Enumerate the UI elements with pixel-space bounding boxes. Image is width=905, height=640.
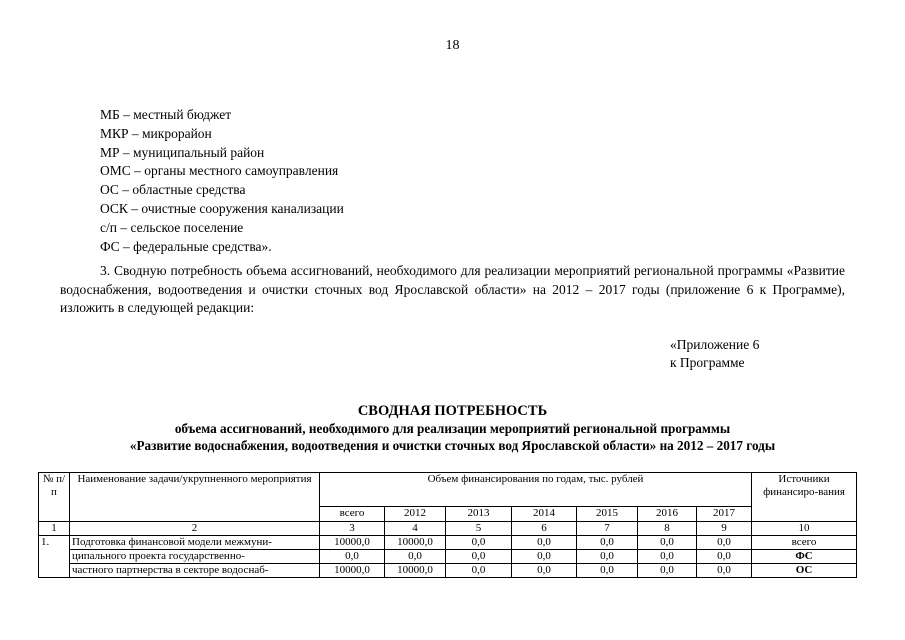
subheader-year: 2012	[385, 507, 446, 522]
column-number: 5	[446, 522, 512, 536]
financing-table	[38, 472, 857, 578]
subheader-year: 2016	[638, 507, 697, 522]
table-cell: 10000,0	[385, 564, 446, 578]
row-name-line: ципального проекта государственно-	[70, 550, 320, 564]
table-cell: 0,0	[638, 564, 697, 578]
subheader-year: 2017	[697, 507, 752, 522]
table-heading	[0, 403, 905, 454]
source-cell: ОС	[752, 564, 857, 578]
table-cell: 0,0	[577, 536, 638, 550]
table-cell: 0,0	[385, 550, 446, 564]
appendix-reference	[670, 336, 759, 371]
table-cell: 0,0	[320, 550, 385, 564]
appendix-line: «Приложение 6	[670, 337, 760, 352]
table-cell: 10000,0	[320, 564, 385, 578]
abbreviation-item: МБ – местный бюджет	[100, 107, 232, 122]
column-number: 10	[752, 522, 857, 536]
abbreviation-item: МР – муниципальный район	[100, 144, 265, 160]
table-cell: 0,0	[577, 550, 638, 564]
heading-title: СВОДНАЯ ПОТРЕБНОСТЬ	[357, 403, 548, 419]
table-cell: 0,0	[446, 550, 512, 564]
subheader-year: 2015	[577, 507, 638, 522]
header-volume: Объем финансирования по годам, тыс. рублей	[320, 473, 752, 507]
table-cell: 10000,0	[385, 536, 446, 550]
table-cell: 10000,0	[320, 536, 385, 550]
abbreviation-item: ОМС – органы местного самоуправления	[100, 163, 339, 179]
subheader-total: всего	[320, 507, 385, 522]
table-cell: 0,0	[697, 564, 752, 578]
body-paragraph: 3. Сводную потребность объема ассигнований, необходимого для реализации мероприятий региональной программы «Развитие водоснабжения, водоотведения и очистки сточных вод Ярославской области» на 2012 – 2017 годы (приложение 6 к Программе), изложить в следующей редакции:	[60, 263, 845, 315]
heading-subtitle: объема ассигнований, необходимого для реализации мероприятий региональной программы	[174, 421, 731, 436]
source-cell: ФС	[752, 550, 857, 564]
abbreviation-item: с/п – сельское поселение	[100, 219, 244, 235]
table-cell: 0,0	[638, 536, 697, 550]
heading-subtitle: «Развитие водоснабжения, водоотведения и очистки сточных вод Ярославской области» на 2012 – 2017 годы	[129, 438, 776, 453]
abbreviation-item: МКР – микрорайон	[100, 125, 212, 141]
table-cell: 0,0	[697, 550, 752, 564]
table-cell: 0,0	[638, 550, 697, 564]
column-number: 1	[39, 522, 70, 536]
table-cell: 0,0	[577, 564, 638, 578]
column-number: 7	[577, 522, 638, 536]
table-cell: 0,0	[512, 550, 577, 564]
row-number: 1.	[39, 536, 70, 578]
row-name-line: Подготовка финансовой модели межмуни-	[70, 536, 320, 550]
appendix-line: к Программе	[670, 354, 745, 370]
header-name: Наименование задачи/укрупненного мероприятия	[70, 473, 320, 522]
column-number: 6	[512, 522, 577, 536]
subheader-year: 2014	[512, 507, 577, 522]
abbreviation-list	[100, 106, 344, 256]
abbreviation-item: ФС – федеральные средства».	[100, 238, 272, 254]
row-name-line: частного партнерства в секторе водоснаб-	[70, 564, 320, 578]
table-cell: 0,0	[512, 536, 577, 550]
header-no: № п/п	[39, 473, 70, 522]
table-cell: 0,0	[446, 564, 512, 578]
subheader-year: 2013	[446, 507, 512, 522]
column-number: 4	[385, 522, 446, 536]
table-cell: 0,0	[512, 564, 577, 578]
page-number: 18	[445, 38, 460, 53]
source-cell: всего	[752, 536, 857, 550]
abbreviation-item: ОСК – очистные сооружения канализации	[100, 200, 344, 216]
column-number: 3	[320, 522, 385, 536]
column-number: 9	[697, 522, 752, 536]
table-cell: 0,0	[446, 536, 512, 550]
header-sources: Источники финансиро-вания	[752, 473, 857, 522]
abbreviation-item: ОС – областные средства	[100, 182, 246, 198]
column-number: 2	[70, 522, 320, 536]
table-cell: 0,0	[697, 536, 752, 550]
column-number: 8	[638, 522, 697, 536]
